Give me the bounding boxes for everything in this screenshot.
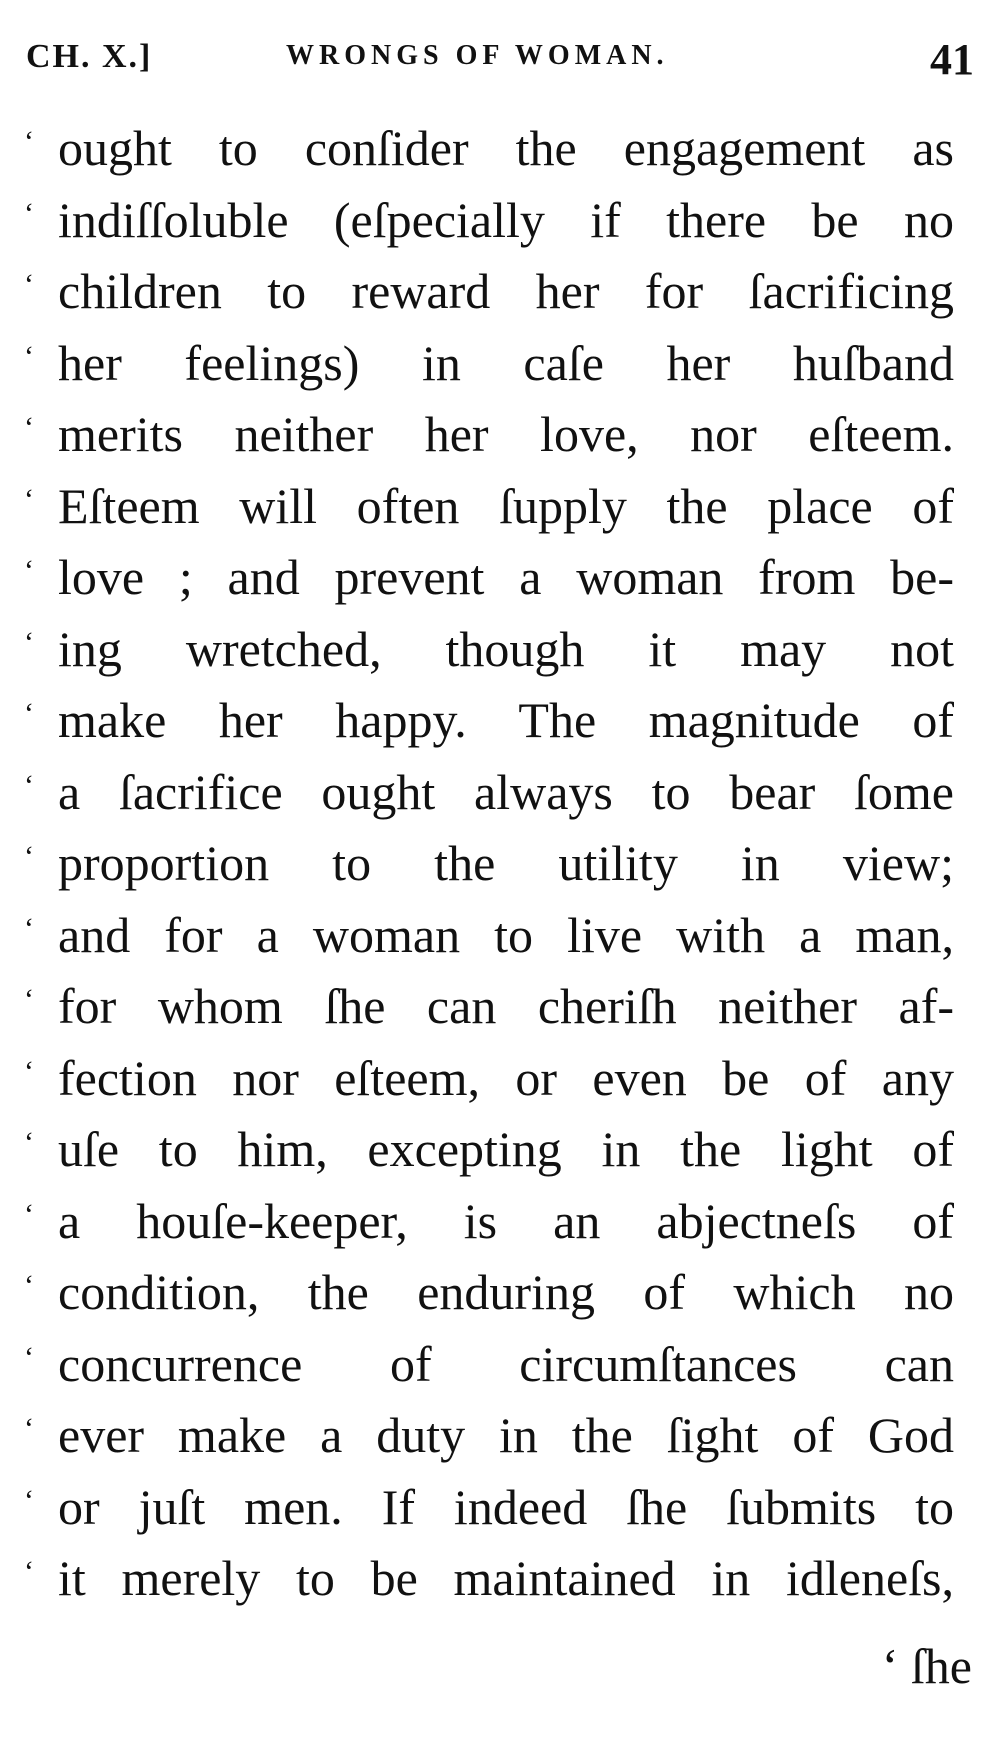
- quote-mark: ‘: [24, 1054, 34, 1088]
- line-text: children to reward her for ſacrificing: [58, 263, 954, 319]
- text-line: [24, 1191, 954, 1263]
- text-line: [24, 762, 954, 834]
- text-line: [24, 190, 954, 262]
- line-text: a ſacrifice ought always to bear ſome: [58, 763, 954, 820]
- quote-mark: ‘: [24, 482, 34, 516]
- text-line: [24, 1548, 954, 1620]
- text-line: [24, 1262, 954, 1334]
- quote-mark: ‘: [24, 268, 34, 301]
- quote-mark: ‘: [24, 1412, 34, 1445]
- running-title: WRONGS OF WOMAN.: [286, 40, 669, 71]
- text-line: [24, 690, 954, 762]
- line-text: or juſt men. If indeed ſhe ſubmits to: [58, 1478, 954, 1535]
- text-line: [24, 476, 954, 548]
- line-text: and for a woman to live with a man,: [58, 906, 954, 963]
- quote-mark: ‘: [24, 840, 34, 873]
- quote-mark: ‘: [24, 983, 34, 1016]
- quote-mark: ‘: [24, 125, 34, 158]
- quote-mark: ‘: [24, 411, 34, 444]
- catchword: ‘ ſhe: [881, 1638, 972, 1694]
- line-text: her feelings) in caſe her huſband: [58, 334, 954, 391]
- line-text: it merely to be maintained in idleneſs,: [58, 1550, 954, 1606]
- quote-mark: ‘: [24, 1269, 34, 1302]
- quote-mark: ‘: [24, 1483, 34, 1517]
- text-line: [24, 547, 954, 619]
- line-text: merits neither her love, nor eſteem.: [58, 406, 954, 462]
- running-head: [26, 35, 974, 98]
- line-text: proportion to the utility in view;: [58, 835, 954, 891]
- line-text: ing wretched, though it may not: [58, 620, 954, 677]
- quote-mark: ‘: [24, 911, 34, 945]
- line-text: condition, the enduring of which no: [58, 1264, 954, 1320]
- quote-mark: ‘: [24, 768, 34, 802]
- quote-mark: ‘: [24, 196, 34, 230]
- line-text: concurrence of circumſtances can: [58, 1335, 954, 1392]
- quote-mark: ‘: [24, 697, 34, 730]
- body-text: [24, 118, 954, 1620]
- text-line: [24, 1048, 954, 1120]
- quote-mark: ‘: [24, 1126, 34, 1159]
- text-line: [24, 833, 954, 905]
- line-text: love ; and prevent a woman from be-: [58, 549, 954, 605]
- quote-mark: ‘: [24, 1555, 34, 1588]
- text-line: [24, 1477, 954, 1549]
- line-text: uſe to him, excepting in the light of: [58, 1121, 954, 1177]
- text-line: [24, 1405, 954, 1477]
- chapter-reference: CH. X.]: [26, 38, 153, 75]
- text-line: [24, 118, 954, 190]
- text-line: [24, 976, 954, 1048]
- quote-mark: ‘: [24, 1197, 34, 1231]
- line-text: for whom ſhe can cheriſh neither af-: [58, 978, 954, 1034]
- line-text: Eſteem will often ſupply the place of: [58, 477, 954, 534]
- text-line: [24, 1119, 954, 1191]
- line-text: indiſſoluble (eſpecially if there be no: [58, 191, 954, 248]
- quote-mark: ‘: [24, 1340, 34, 1374]
- line-text: make her happy. The magnitude of: [58, 692, 954, 748]
- quote-mark: ‘: [24, 339, 34, 373]
- text-line: [24, 333, 954, 405]
- line-text: ever make a duty in the ſight of God: [58, 1407, 954, 1463]
- quote-mark: ‘: [24, 625, 34, 659]
- text-line: [24, 404, 954, 476]
- page-number: 41: [930, 35, 974, 84]
- line-text: fection nor eſteem, or even be of any: [58, 1049, 954, 1106]
- text-line: [24, 261, 954, 333]
- quote-mark: ‘: [24, 554, 34, 587]
- line-text: ought to conſider the engagement as: [58, 120, 954, 176]
- text-line: [24, 905, 954, 977]
- text-line: [24, 619, 954, 691]
- text-line: [24, 1334, 954, 1406]
- line-text: a houſe-keeper, is an abjectneſs of: [58, 1192, 954, 1249]
